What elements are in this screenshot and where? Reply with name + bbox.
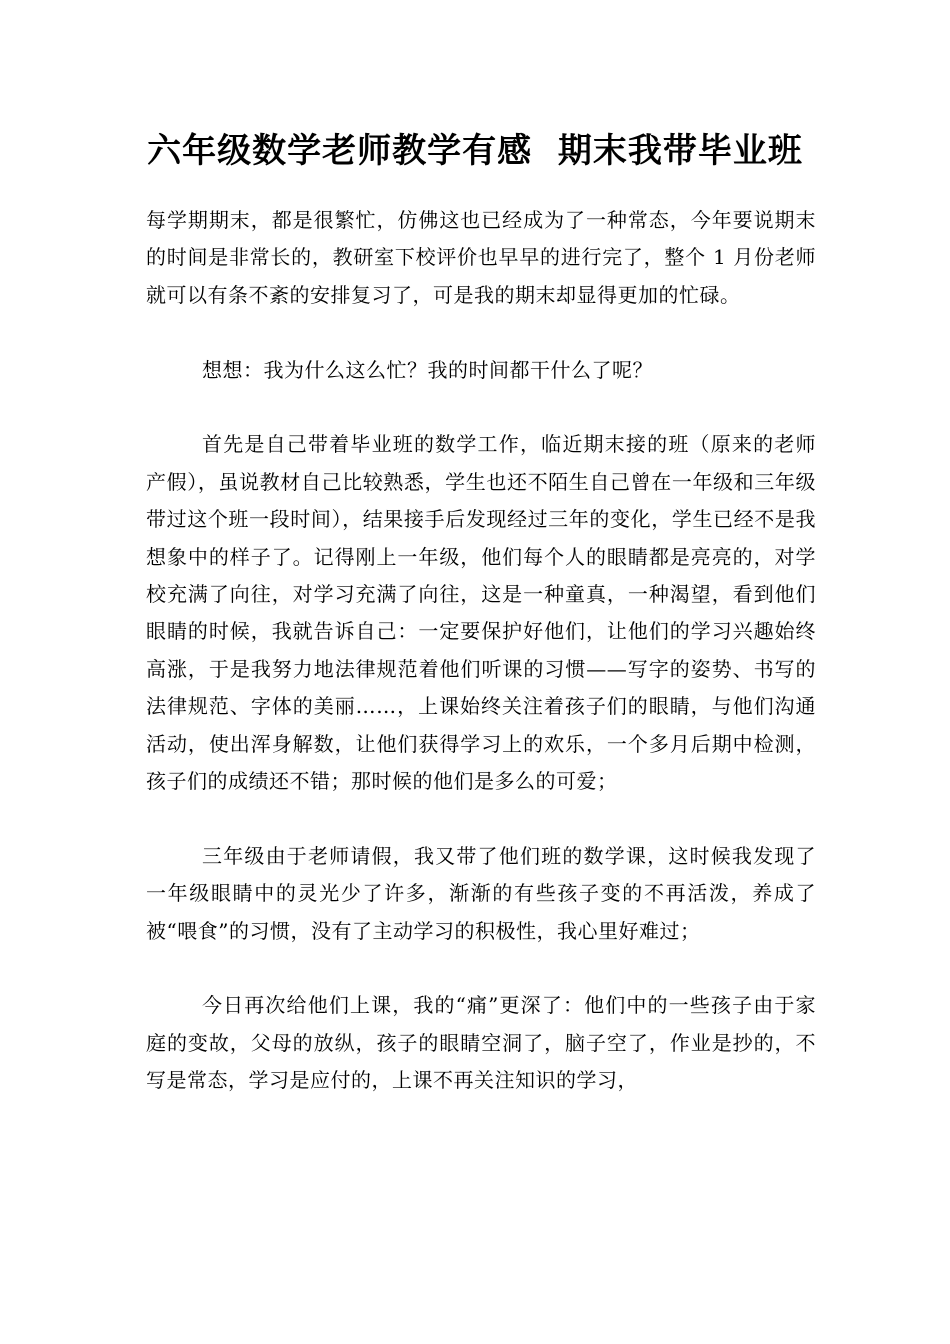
paragraph-4: 三年级由于老师请假，我又带了他们班的数学课，这时候我发现了一年级眼睛中的灵光少了许多，渐渐的有些孩子变的不再活泼，养成了被“喂食”的习惯，没有了主动学习的积极性，我心里好难过； [146, 843, 816, 943]
document-body [146, 202, 816, 1100]
paragraph-gap [146, 950, 816, 987]
paragraph-gap [146, 800, 816, 837]
paragraph-gap [146, 314, 816, 351]
paragraph-2: 想想：我为什么这么忙？我的时间都干什么了呢？ [202, 357, 653, 382]
paragraph-1: 每学期期末，都是很繁忙，仿佛这也已经成为了一种常态，今年要说期末的时间是非常长的，教研室下校评价也早早的进行完了，整个 1 月份老师就可以有条不紊的安排复习了，可是我的期末却显得更加的忙碌。 [146, 208, 816, 307]
paragraph-5: 今日再次给他们上课，我的“痛”更深了：他们中的一些孩子由于家庭的变故，父母的放纵，孩子的眼睛空洞了，脑子空了，作业是抄的，不写是常态，学习是应付的，上课不再关注知识的学习， [146, 993, 816, 1093]
document-title: 六年级数学老师教学有感 期末我带毕业班 [147, 131, 803, 171]
paragraph-gap [146, 389, 816, 426]
paragraph-3: 首先是自己带着毕业班的数学工作，临近期末接的班（原来的老师产假），虽说教材自己比较熟悉，学生也还不陌生自己曾在一年级和三年级带过这个班一段时间），结果接手后发现经过三年的变化，学生已经不是我想象中的样子了。记得刚上一年级，他们每个人的眼睛都是亮亮的，对学校充满了向往，对学习充满了向往，这是一种童真，一种渴望，看到他们眼睛的时候，我就告诉自己：一定要保护好他们，让他们的学习兴趣始终高涨，于是我努力地法律规范着他们听课的习惯——写字的姿势、书写的法律规范、字体的美丽……，上课始终关注着孩子们的眼睛，与他们沟通活动，使出浑身解数，让他们获得学习上的欢乐，一个多月后期中检测，孩子们的成绩还不错；那时候的他们是多么的可爱； [146, 432, 816, 794]
